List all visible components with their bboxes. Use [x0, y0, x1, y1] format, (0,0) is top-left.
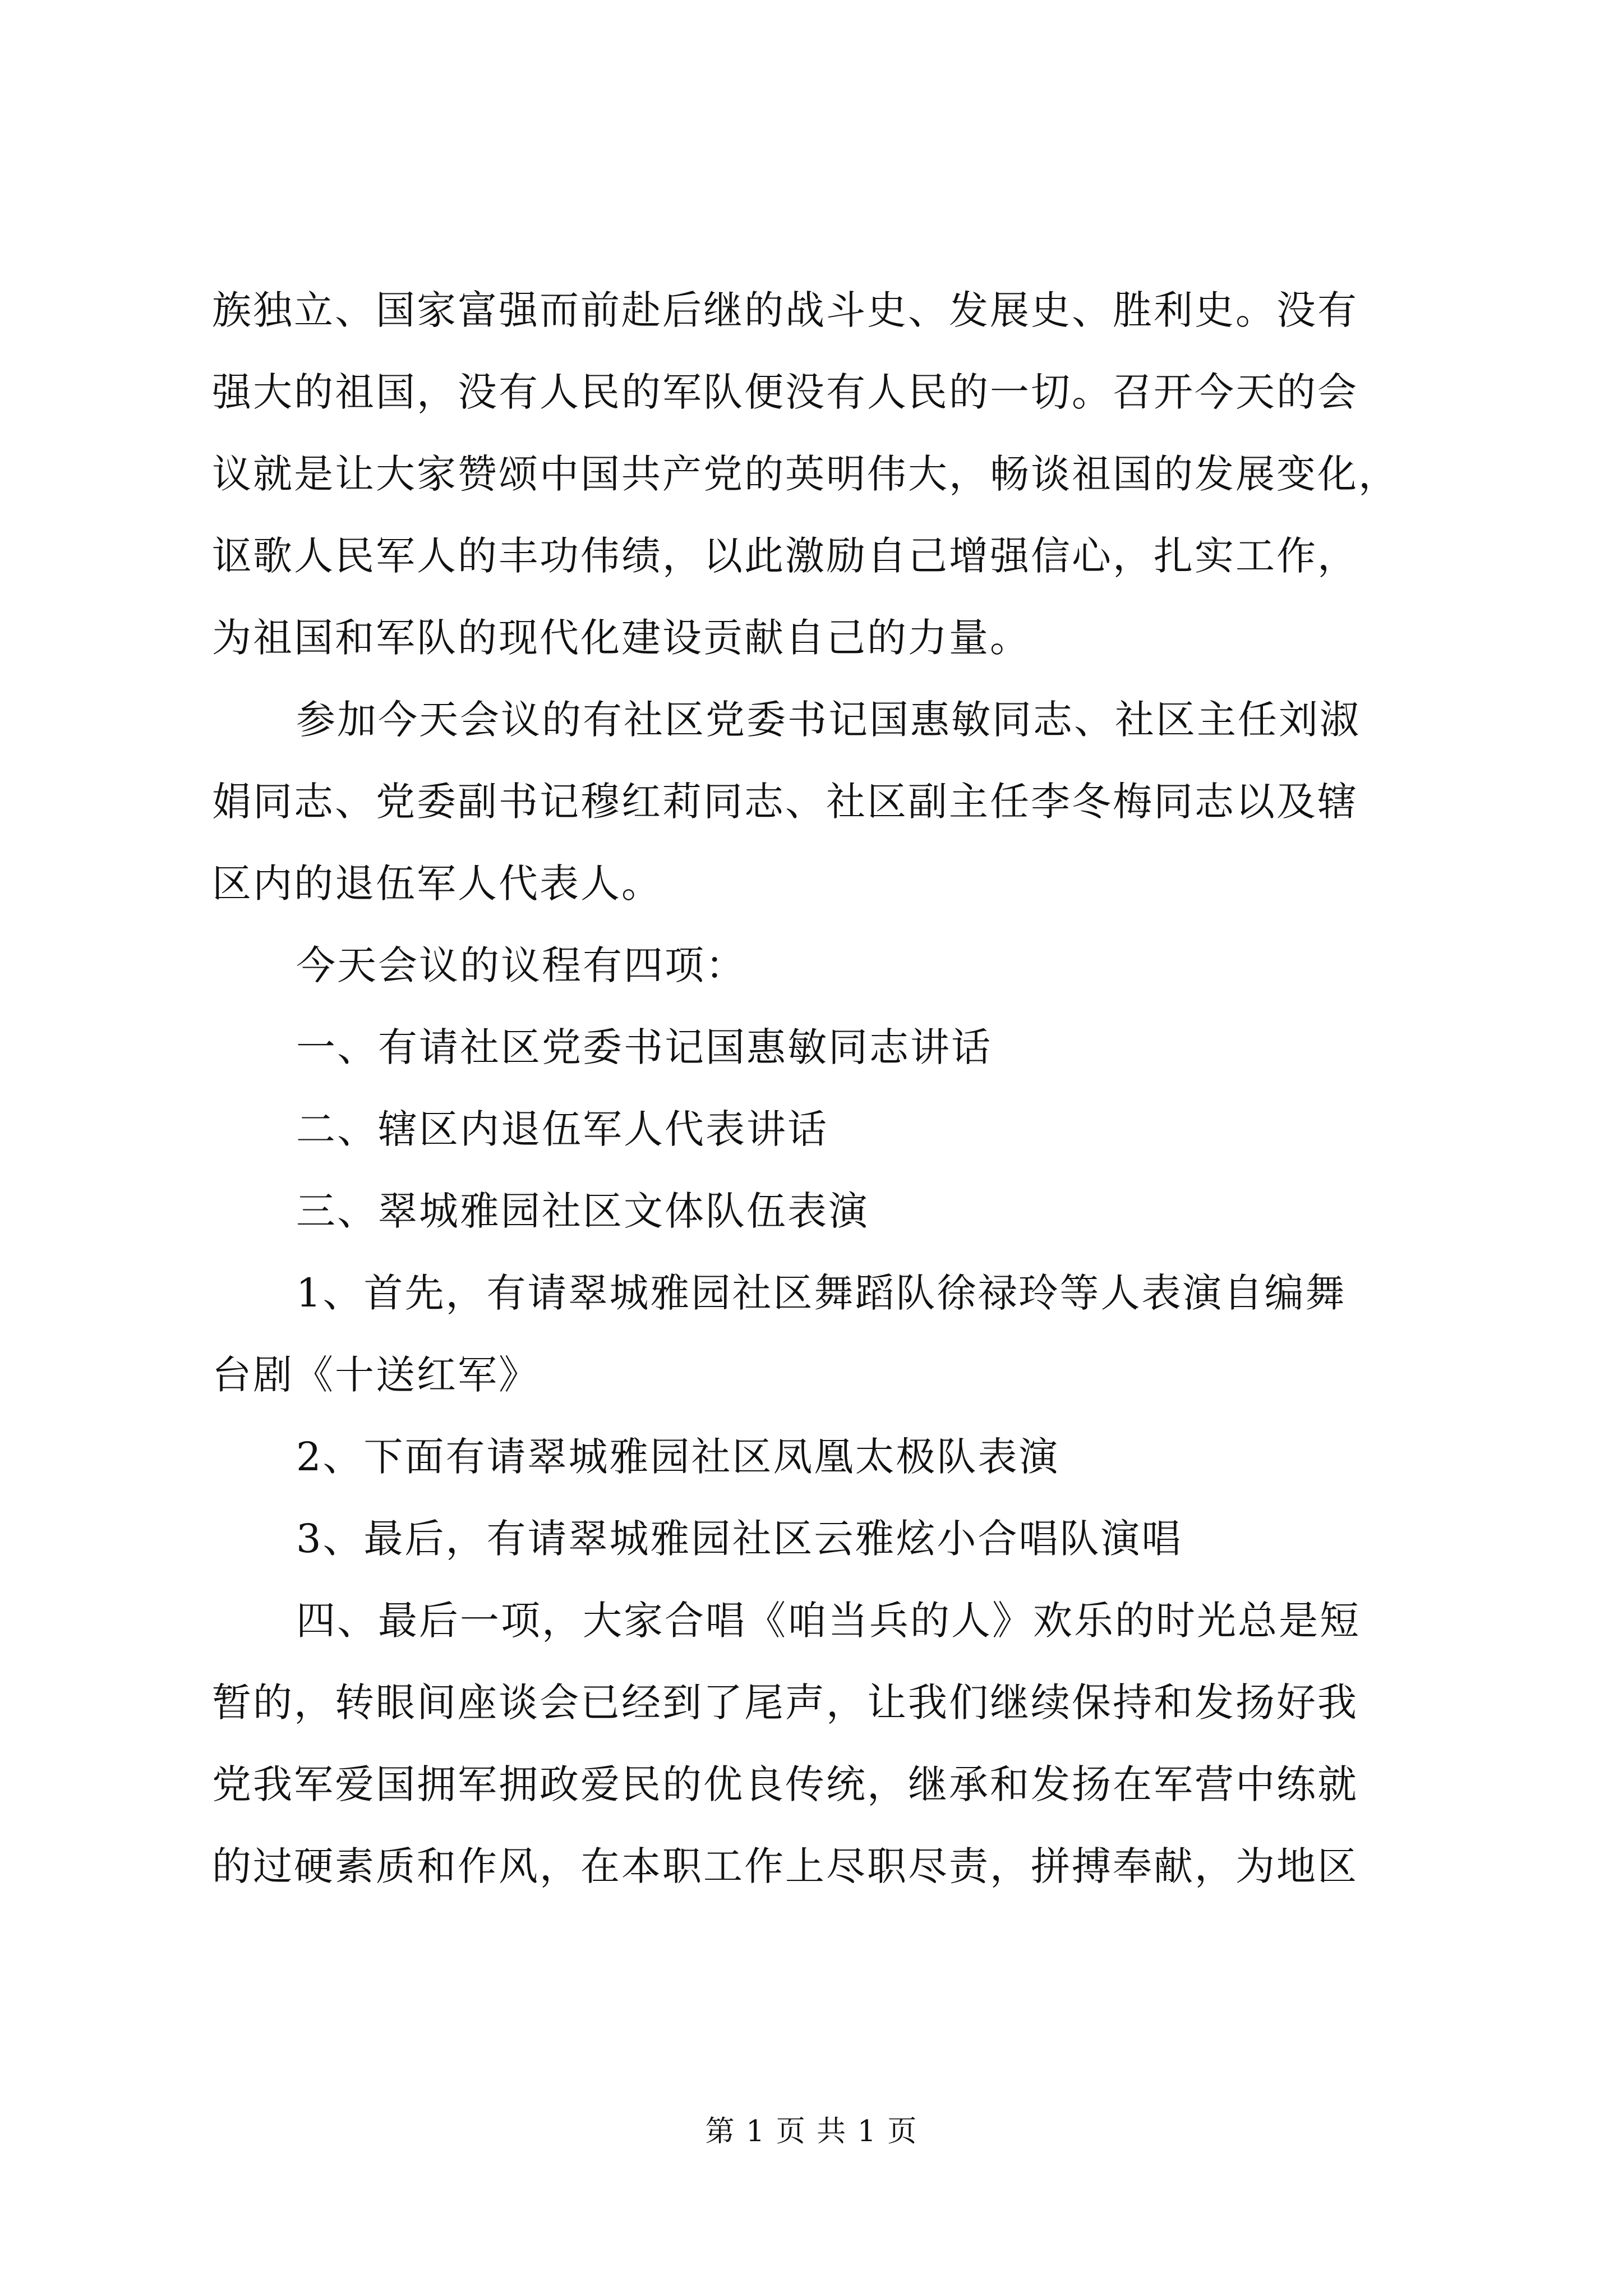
body-line-6: 参加今天会议的有社区党委书记国惠敏同志、社区主任刘淑: [296, 697, 1361, 743]
body-line-9: 今天会议的议程有四项：: [296, 942, 746, 988]
body-line-20: 的过硬素质和作风，在本职工作上尽职尽责，拼搏奉献，为地区: [212, 1843, 1358, 1889]
body-line-16: 3、最后，有请翠城雅园社区云雅炫小合唱队演唱: [296, 1516, 1183, 1562]
body-line-11: 二、辖区内退伍军人代表讲话: [296, 1106, 828, 1152]
body-line-5: 为祖国和军队的现代化建设贡献自己的力量。: [212, 615, 1031, 661]
body-line-12: 三、翠城雅园社区文体队伍表演: [296, 1188, 869, 1234]
body-line-19: 党我军爱国拥军拥政爱民的优良传统，继承和发扬在军营中练就: [212, 1761, 1358, 1807]
body-line-10: 一、有请社区党委书记国惠敏同志讲话: [296, 1024, 992, 1070]
body-line-14: 台剧《十送红军》: [212, 1352, 540, 1398]
body-line-18: 暂的，转眼间座谈会已经到了尾声，让我们继续保持和发扬好我: [212, 1680, 1358, 1726]
body-line-8: 区内的退伍军人代表人。: [212, 861, 662, 907]
body-line-15: 2、下面有请翠城雅园社区凤凰太极队表演: [296, 1434, 1060, 1480]
body-line-4: 讴歌人民军人的丰功伟绩，以此激励自己增强信心，扎实工作，: [212, 533, 1358, 579]
body-line-7: 娟同志、党委副书记穆红莉同志、社区副主任李冬梅同志以及辖: [212, 779, 1358, 825]
body-line-3: 议就是让大家赞颂中国共产党的英明伟大，畅谈祖国的发展变化，: [212, 451, 1399, 497]
body-line-13: 1、首先，有请翠城雅园社区舞蹈队徐禄玲等人表演自编舞: [296, 1270, 1347, 1316]
body-line-17: 四、最后一项，大家合唱《咱当兵的人》欢乐的时光总是短: [296, 1598, 1361, 1644]
document-body: [212, 269, 1446, 1907]
body-line-2: 强大的祖国，没有人民的军队便没有人民的一切。召开今天的会: [212, 369, 1358, 415]
body-line-1: 族独立、国家富强而前赴后继的战斗史、发展史、胜利史。没有: [212, 287, 1358, 333]
page-footer: 第 1 页 共 1 页: [705, 2115, 918, 2148]
